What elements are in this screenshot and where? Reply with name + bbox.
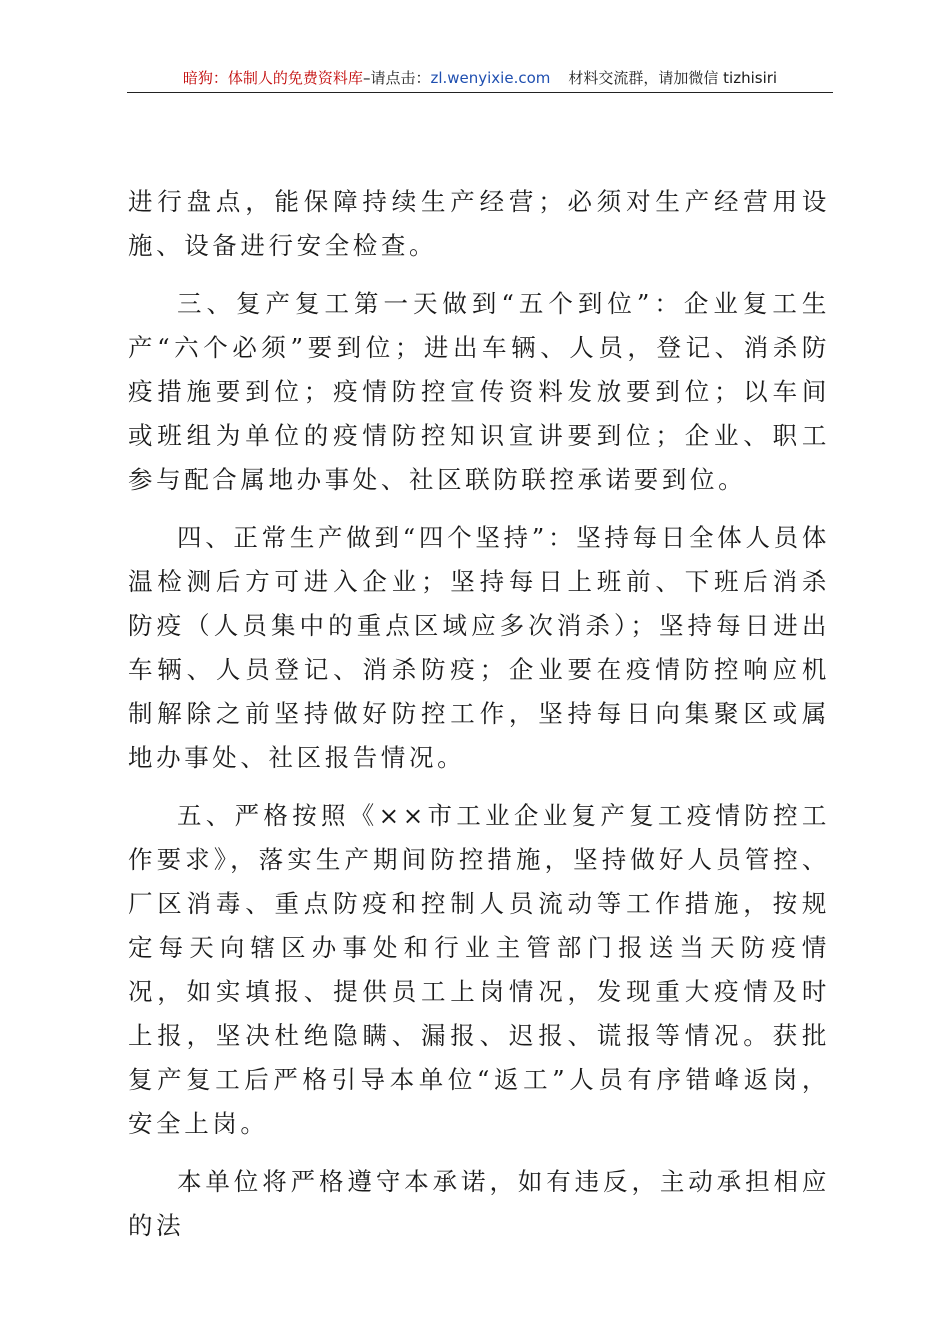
page-header: [127, 68, 833, 93]
header-click-label: –请点击：: [362, 69, 431, 87]
paragraph-item-three: 三、复产复工第一天做到“五个到位”：企业复工生产“六个必须”要到位；进出车辆、人员，登记、消杀防疫措施要到位；疫情防控宣传资料发放要到位；以车间或班组为单位的疫情防控知识宣讲要到位；企业、职工参与配合属地办事处、社区联防联控承诺要到位。: [128, 289, 830, 494]
header-site-label: 暗狗：体制人的免费资料库: [182, 69, 363, 87]
paragraph-commitment: 本单位将严格遵守本承诺，如有违反，主动承担相应的法: [128, 1167, 830, 1240]
document-body: [128, 180, 830, 1262]
paragraph-continuation: 进行盘点，能保障持续生产经营；必须对生产经营用设施、设备进行安全检查。: [128, 187, 830, 260]
paragraph-item-four: 四、正常生产做到“四个坚持”：坚持每日全体人员体温检测后方可进入企业；坚持每日上班前、下班后消杀防疫（人员集中的重点区域应多次消杀）；坚持每日进出车辆、人员登记、消杀防疫；企业要在疫情防控响应机制解除之前坚持做好防控工作，坚持每日向集聚区或属地办事处、社区报告情况。: [128, 523, 830, 772]
header-group-text: 材料交流群，请加微信 tizhisiri: [568, 69, 778, 87]
header-url-link[interactable]: zl.wenyixie.com: [430, 69, 551, 87]
paragraph-item-five: 五、严格按照《××市工业企业复产复工疫情防控工作要求》，落实生产期间防控措施，坚持做好人员管控、厂区消毒、重点防疫和控制人员流动等工作措施，按规定每天向辖区办事处和行业主管部门报送当天防疫情况，如实填报、提供员工上岗情况，发现重大疫情及时上报，坚决杜绝隐瞒、漏报、迟报、谎报等情况。获批复产复工后严格引导本单位“返工”人员有序错峰返岗，安全上岗。: [128, 801, 830, 1138]
